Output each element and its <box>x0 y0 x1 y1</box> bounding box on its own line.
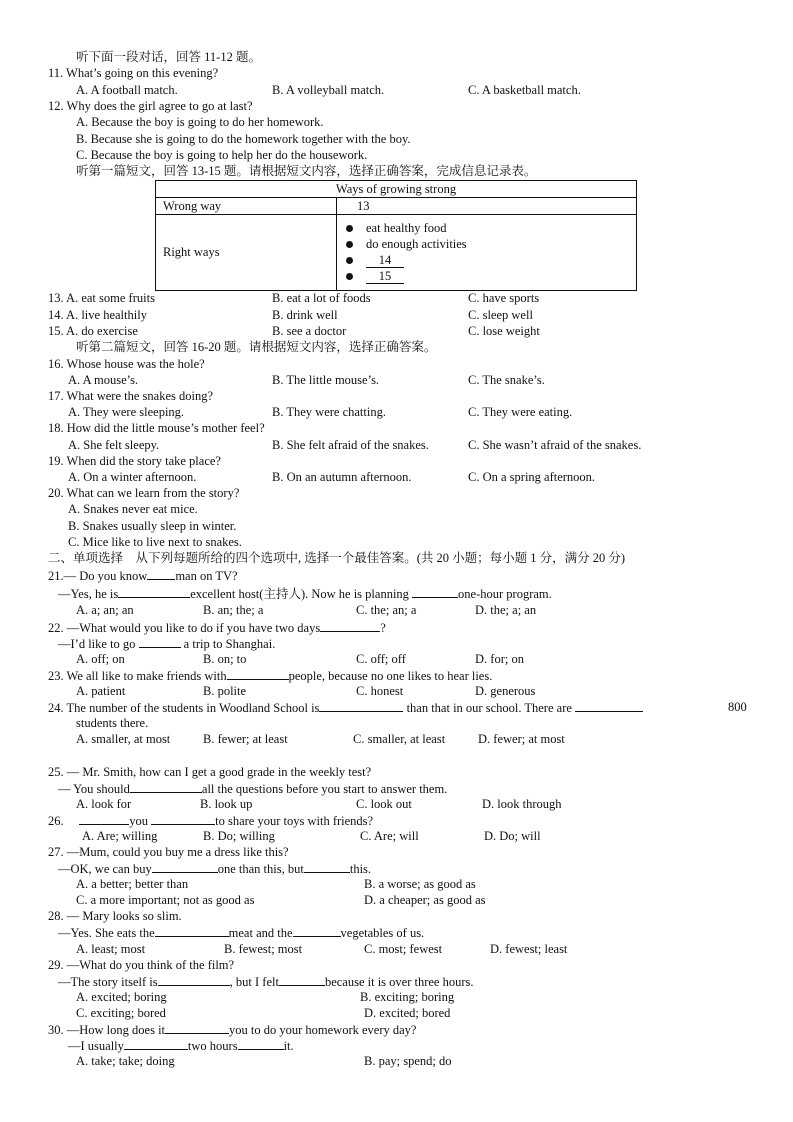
option-c: C. They were eating. <box>468 405 573 419</box>
option-d: D. fewest; least <box>490 942 568 956</box>
question-stem: 19. When did the story take place? <box>48 454 221 468</box>
option-a: A. take; take; doing <box>76 1054 175 1068</box>
right-ways-list <box>337 215 637 291</box>
blank-13: 13 <box>357 198 370 213</box>
option-a: A. smaller, at most <box>76 732 171 746</box>
option-a: 15. A. do exercise <box>48 324 138 338</box>
question-stem: 16. Whose house was the hole? <box>48 357 205 371</box>
option-c: C. a more important; not as good as <box>76 893 255 907</box>
section-heading: 二、单项选择 从下列每题所给的四个选项中, 选择一个最佳答案。(共 20 小题；每小题 1 分，满分 20 分) <box>48 551 626 565</box>
question-stem: 17. What were the snakes doing? <box>48 389 213 403</box>
option-a: A. a; an; an <box>76 603 134 617</box>
option-a: A. Because the boy is going to do her homework. <box>76 115 324 129</box>
question-stem: 24. The number of the students in Woodland School is than that in our school. There are <box>48 700 643 716</box>
option-a: A. a better; better than <box>76 877 189 891</box>
option-b: B. A volleyball match. <box>272 83 385 97</box>
question-stem: 25. — Mr. Smith, how can I get a good grade in the weekly test? <box>48 765 372 779</box>
option-b: B. fewer; at least <box>203 732 288 746</box>
option-b: B. drink well <box>272 308 338 322</box>
option-a: 14. A. live healthily <box>48 308 147 322</box>
option-b: B. look up <box>200 797 253 811</box>
right-ways-label: Right ways <box>156 215 337 291</box>
option-c: C. The snake’s. <box>468 373 545 387</box>
section-heading: 听第一篇短文，回答 13-15 题。请根据短文内容，选择正确答案，完成信息记录表。 <box>76 164 537 178</box>
option-c: C. She wasn’t afraid of the snakes. <box>468 438 642 452</box>
question-stem: 18. How did the little mouse’s mother feel? <box>48 421 265 435</box>
question-stem: 30. —How long does it you to do your homework every day? <box>48 1023 417 1037</box>
wrong-way-label: Wrong way <box>156 198 337 215</box>
option-d: D. for; on <box>475 652 524 666</box>
option-b: B. She felt afraid of the snakes. <box>272 438 429 452</box>
option-a: A. Are; willing <box>82 829 158 843</box>
option-a: A. Snakes never eat mice. <box>68 502 198 516</box>
option-d: D. the; a; an <box>475 603 537 617</box>
option-b: B. eat a lot of foods <box>272 291 371 305</box>
option-b: B. Because she is going to do the homework together with the boy. <box>76 132 411 146</box>
question-line: —I’d like to go a trip to Shanghai. <box>58 637 276 651</box>
blank-14: 14 <box>366 254 404 268</box>
option-a: A. On a winter afternoon. <box>68 470 197 484</box>
section-heading: 听第二篇短文，回答 16-20 题。请根据短文内容，选择正确答案。 <box>76 340 437 354</box>
question-line: students there. <box>76 716 149 730</box>
bullet-icon <box>346 257 353 264</box>
option-d: D. excited; bored <box>364 1006 451 1020</box>
question-stem: 12. Why does the girl agree to go at last? <box>48 99 253 113</box>
option-c: C. have sports <box>468 291 540 305</box>
option-c: C. Mice like to live next to snakes. <box>68 535 242 549</box>
question-stem: 27. —Mum, could you buy me a dress like this? <box>48 845 289 859</box>
question-stem: 29. —What do you think of the film? <box>48 958 235 972</box>
option-b: B. Do; willing <box>203 829 275 843</box>
question-stem: 11. What’s going on this evening? <box>48 66 219 80</box>
option-d: D. a cheaper; as good as <box>364 893 486 907</box>
bullet-icon <box>346 241 353 248</box>
option-c: C. smaller, at least <box>353 732 446 746</box>
option-b: B. a worse; as good as <box>364 877 476 891</box>
option-b: B. an; the; a <box>203 603 264 617</box>
option-b: B. fewest; most <box>224 942 303 956</box>
option-b: B. on; to <box>203 652 247 666</box>
option-d: D. look through <box>482 797 562 811</box>
option-c: C. look out <box>356 797 412 811</box>
option-c: C. the; an; a <box>356 603 417 617</box>
option-c: C. On a spring afternoon. <box>468 470 596 484</box>
option-b: B. polite <box>203 684 247 698</box>
question-stem: 21.— Do you know man on TV? <box>48 569 238 583</box>
option-a: A. She felt sleepy. <box>68 438 160 452</box>
list-item: do enough activities <box>366 237 467 251</box>
option-c: C. off; off <box>356 652 406 666</box>
option-d: D. Do; will <box>484 829 541 843</box>
question-line: —The story itself is , but I felt because it is over three hours. <box>58 975 474 989</box>
option-c: C. lose weight <box>468 324 540 338</box>
option-c: C. Are; will <box>360 829 419 843</box>
option-c: C. honest <box>356 684 404 698</box>
bullet-icon <box>346 225 353 232</box>
section-heading: 听下面一段对话，回答 11-12 题。 <box>76 50 261 64</box>
option-c: C. Because the boy is going to help her do the housework. <box>76 148 368 162</box>
question-line: — You should all the questions before you start to answer them. <box>58 782 448 796</box>
question-stem: 20. What can we learn from the story? <box>48 486 240 500</box>
option-b: B. The little mouse’s. <box>272 373 380 387</box>
option-c: C. most; fewest <box>364 942 443 956</box>
option-c: C. exciting; bored <box>76 1006 166 1020</box>
option-d: D. fewer; at most <box>478 732 565 746</box>
option-a: A. off; on <box>76 652 125 666</box>
option-b: B. see a doctor <box>272 324 347 338</box>
option-b: B. pay; spend; do <box>364 1054 452 1068</box>
option-b: B. Snakes usually sleep in winter. <box>68 519 237 533</box>
option-a: A. excited; boring <box>76 990 167 1004</box>
option-c: C. sleep well <box>468 308 533 322</box>
option-b: B. exciting; boring <box>360 990 455 1004</box>
question-stem: 22. —What would you like to do if you have two days ? <box>48 621 386 635</box>
option-a: A. patient <box>76 684 126 698</box>
option-a: A. A mouse’s. <box>68 373 139 387</box>
option-c: C. A basketball match. <box>468 83 581 97</box>
question-line: —I usually two hours it. <box>68 1039 294 1053</box>
question-stem: 28. — Mary looks so slim. <box>48 909 182 923</box>
option-a: A. least; most <box>76 942 146 956</box>
option-d: D. generous <box>475 684 536 698</box>
table-title: Ways of growing strong <box>156 181 637 198</box>
question-stem: 26. you to share your toys with friends? <box>48 814 374 828</box>
bullet-icon <box>346 273 353 280</box>
question-number-value: 800 <box>728 700 747 714</box>
question-line: —Yes. She eats the meat and the vegetables of us. <box>58 926 425 940</box>
blank-15: 15 <box>366 270 404 284</box>
option-b: B. On an autumn afternoon. <box>272 470 412 484</box>
option-a: A. They were sleeping. <box>68 405 185 419</box>
question-line: —OK, we can buy one than this, but this. <box>58 862 372 876</box>
info-record-table <box>155 180 637 291</box>
list-item: eat healthy food <box>366 221 447 235</box>
option-b: B. They were chatting. <box>272 405 386 419</box>
question-stem: 23. We all like to make friends with people, because no one likes to hear lies. <box>48 669 493 683</box>
option-a: A. look for <box>76 797 132 811</box>
question-line: —Yes, he is excellent host(主持人). Now he is planning one-hour program. <box>58 587 552 601</box>
option-a: A. A football match. <box>76 83 178 97</box>
option-a: 13. A. eat some fruits <box>48 291 155 305</box>
